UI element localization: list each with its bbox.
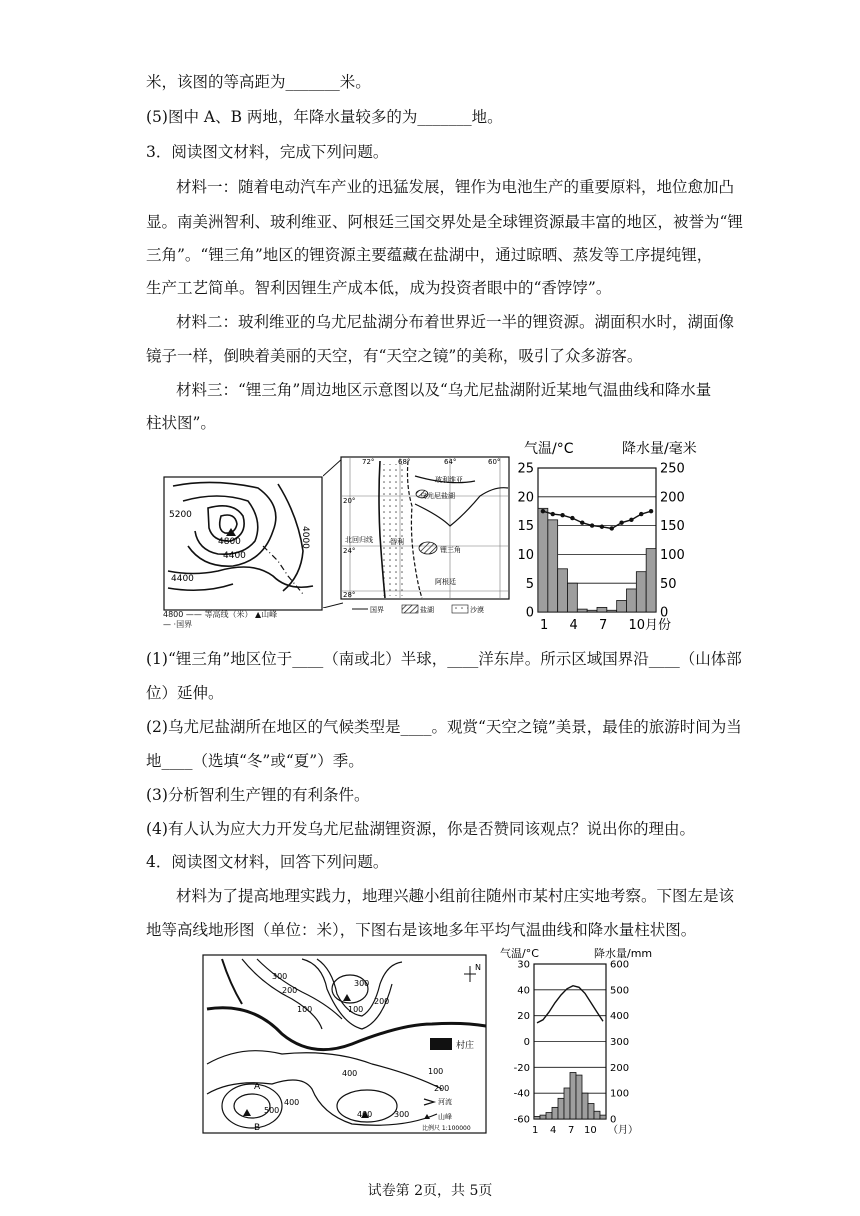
village-label: 村庄 (456, 1041, 475, 1051)
month-tick: 4 (550, 1125, 557, 1136)
precip-tick: 100 (610, 1088, 630, 1100)
legend-contour: 4800 —— 等高线（米） (163, 610, 253, 619)
text-line: (2)乌尤尼盐湖所在地区的气候类型是____。观赏“天空之镜”美景，最佳的旅游时间为当 (146, 718, 742, 736)
precip-bar (627, 589, 637, 612)
temp-tick: 20 (517, 1011, 530, 1023)
text-line: (4)有人认为应大力开发乌尤尼盐湖锂资源，你是否赞同该观点？说出你的理由。 (146, 820, 695, 838)
precip-bar (564, 1088, 570, 1119)
temp-point (610, 526, 614, 530)
point-a: A (254, 1082, 261, 1092)
precip-tick: 250 (660, 461, 685, 477)
temp-tick: 40 (517, 985, 530, 997)
border-line-icon: — · (163, 620, 177, 629)
precip-tick: 500 (610, 985, 630, 997)
month-tick: 1 (532, 1125, 539, 1136)
month-tick: 4 (569, 618, 578, 633)
temp-point (560, 513, 564, 517)
temp-tick: 10 (517, 547, 534, 563)
climate-chart-uyuni (512, 436, 702, 636)
lon-label: 64° (444, 458, 457, 466)
legend-salt-lake: 盐湖 (420, 606, 434, 614)
legend-peak: 山峰 (261, 610, 278, 619)
precip-tick: 50 (660, 576, 677, 592)
place-label: 智利 (390, 538, 404, 546)
precip-bar (558, 1098, 564, 1119)
precip-axis-title: 降水量/mm (594, 947, 653, 960)
text-line: (1)“锂三角”地区位于____（南或北）半球，____洋东岸。所示区域国界沿____（山体部 (146, 650, 742, 668)
contour-label: 300 (394, 1110, 410, 1119)
temp-tick: 5 (525, 576, 534, 592)
precip-bar (540, 1115, 546, 1119)
precip-tick: 600 (610, 959, 630, 971)
text-line: 三角”。“锂三角”地区的锂资源主要蕴藏在盐湖中，通过晾晒、蒸发等工序提纯锂， (146, 246, 713, 264)
temp-line (537, 986, 603, 1023)
text-line: 材料一：随着电动汽车产业的迅猛发展，锂作为电池生产的重要原料，地位愈加凸 (176, 178, 735, 196)
legend-desert: 沙漠 (470, 606, 484, 614)
place-label: 乌尤尼盐湖 (420, 492, 455, 500)
scale-label: 比例尺 1:100000 (422, 1125, 471, 1132)
temp-point (590, 523, 594, 527)
contour-label: 200 (374, 997, 390, 1006)
text-line: 地____（选填“冬”或“夏”）季。 (146, 752, 364, 770)
lon-label: 72° (362, 458, 375, 466)
text-line: 材料二：玻利维亚的乌尤尼盐湖分布着世界近一半的锂资源。湖面积水时，湖面像 (176, 313, 735, 331)
month-tick: （月） (608, 1125, 638, 1136)
precip-bar (568, 583, 578, 612)
place-label: 北回归线 (345, 536, 373, 544)
temp-point (649, 509, 653, 513)
north-arrow: N (475, 963, 481, 972)
contour-label: 400 (284, 1098, 300, 1107)
contour-label: 200 (434, 1084, 450, 1093)
month-tick: 10月份 (628, 618, 672, 633)
precip-bar (594, 1111, 600, 1119)
precip-bar (558, 569, 568, 612)
temp-tick: 20 (517, 490, 534, 506)
precip-bar (588, 1104, 594, 1120)
contour-label: 400 (357, 1110, 373, 1119)
precip-bar (534, 1116, 540, 1119)
precip-bar (587, 610, 597, 612)
text-line: 材料为了提高地理实践力，地理兴趣小组前往随州市某村庄实地考察。下图左是该 (176, 887, 735, 905)
precip-tick: 0 (610, 1114, 617, 1126)
precip-tick: 100 (660, 547, 685, 563)
legend-river: 河流 (438, 1098, 452, 1106)
temp-point (551, 512, 555, 516)
temp-tick: 0 (523, 1037, 530, 1048)
precip-bar (617, 600, 627, 612)
legend-border: 国界 (176, 620, 193, 629)
contour-label: 100 (428, 1067, 444, 1076)
text-line: 材料三：“锂三角”周边地区示意图以及“乌尤尼盐湖附近某地气温曲线和降水量 (176, 381, 712, 399)
contour-label: 4400 (171, 574, 194, 584)
contour-label: 100 (297, 1005, 313, 1014)
precip-tick: 400 (610, 1011, 630, 1023)
text-line: 显。南美洲智利、玻利维亚、阿根廷三国交界处是全球锂资源最丰富的地区，被誉为“锂 (146, 213, 743, 231)
text-line: 生产工艺简单。智利因锂生产成本低，成为投资者眼中的“香饽饽”。 (146, 279, 612, 297)
lat-label: 24° (343, 547, 356, 555)
precip-bar (600, 1115, 606, 1119)
precip-bar (538, 508, 548, 612)
temp-point (619, 521, 623, 525)
temp-point (580, 521, 584, 525)
text-line: 地等高线地形图（单位：米），下图右是该地多年平均气温曲线和降水量柱状图。 (146, 921, 697, 939)
contour-label: 4000 (300, 526, 310, 549)
temp-point (541, 509, 545, 513)
temp-tick: 25 (517, 461, 534, 477)
contour-label: 300 (272, 972, 288, 981)
contour-label: 5200 (169, 510, 192, 520)
lat-label: 20° (343, 497, 356, 505)
temp-tick: 30 (517, 959, 530, 971)
lon-label: 68° (398, 458, 411, 466)
precip-bar (546, 1113, 552, 1119)
legend-peak: 山峰 (438, 1113, 452, 1121)
precip-bar (597, 607, 607, 612)
temp-point (639, 512, 643, 516)
question-3-heading: 3．阅读图文材料，完成下列问题。 (146, 143, 389, 161)
temp-tick: -20 (513, 1062, 530, 1074)
climate-chart-suizhou (496, 944, 668, 1144)
place-label: 阿根廷 (435, 578, 456, 586)
contour-label: 4800 (218, 537, 241, 547)
peak-icon: ▲ (255, 610, 262, 619)
point-b: B (254, 1123, 261, 1133)
month-tick: 7 (568, 1125, 575, 1136)
map1-legend (163, 610, 277, 630)
text-line: (5)图中 A、B 两地，年降水量较多的为_______地。 (146, 108, 503, 126)
question-4-heading: 4．阅读图文材料，回答下列问题。 (146, 853, 389, 871)
temp-tick: -60 (513, 1114, 530, 1126)
precip-bar (646, 549, 656, 612)
lon-label: 60° (488, 458, 501, 466)
temp-tick: -40 (513, 1088, 530, 1100)
temp-point (629, 518, 633, 522)
precip-bar (576, 1075, 582, 1119)
contour-label: 400 (342, 1069, 358, 1078)
temp-tick: 0 (525, 605, 534, 621)
map-village-contour (202, 954, 487, 1134)
temp-axis-title: 气温/°C (524, 441, 574, 457)
legend-border: 国界 (370, 606, 384, 614)
lat-label: 28° (343, 591, 356, 599)
month-tick: 7 (598, 618, 608, 633)
page-footer: 试卷第 2页，共 5页 (367, 1183, 493, 1199)
precip-bar (636, 572, 646, 612)
map-salt-lake-region (163, 476, 323, 611)
precip-tick: 300 (610, 1037, 630, 1048)
precip-bar (548, 520, 558, 612)
contour-label: 100 (348, 1005, 364, 1014)
precip-bar (577, 609, 587, 612)
contour-label: 500 (264, 1106, 280, 1115)
precip-tick: 0 (660, 605, 669, 621)
precip-bar (582, 1093, 588, 1119)
precip-tick: 150 (660, 519, 685, 535)
month-tick: 1 (539, 618, 549, 633)
text-line: 位）延伸。 (146, 684, 224, 702)
month-tick: 10 (584, 1125, 597, 1136)
precip-tick: 200 (660, 490, 685, 506)
place-label: 玻利维亚 (435, 476, 463, 484)
precip-bar (570, 1073, 576, 1120)
contour-label: 300 (354, 979, 370, 988)
temp-point (600, 525, 604, 529)
temp-point (570, 516, 574, 520)
contour-label: 200 (282, 986, 298, 995)
text-line: 米，该图的等高距为_______米。 (146, 73, 371, 91)
text-line: 镜子一样，倒映着美丽的天空，有“天空之镜”的美称，吸引了众多游客。 (146, 347, 643, 365)
text-line: 柱状图”。 (146, 414, 216, 432)
precip-tick: 200 (610, 1062, 630, 1074)
precip-axis-title: 降水量/毫米 (622, 441, 697, 457)
map-lithium-triangle (340, 456, 510, 618)
precip-bar (552, 1107, 558, 1119)
text-line: (3)分析智利生产锂的有利条件。 (146, 786, 370, 804)
precip-bar (607, 610, 617, 612)
temp-axis-title: 气温/°C (500, 947, 539, 960)
temp-tick: 15 (517, 519, 534, 535)
contour-label: 4400 (223, 551, 246, 561)
place-label: 锂三角 (440, 546, 461, 554)
